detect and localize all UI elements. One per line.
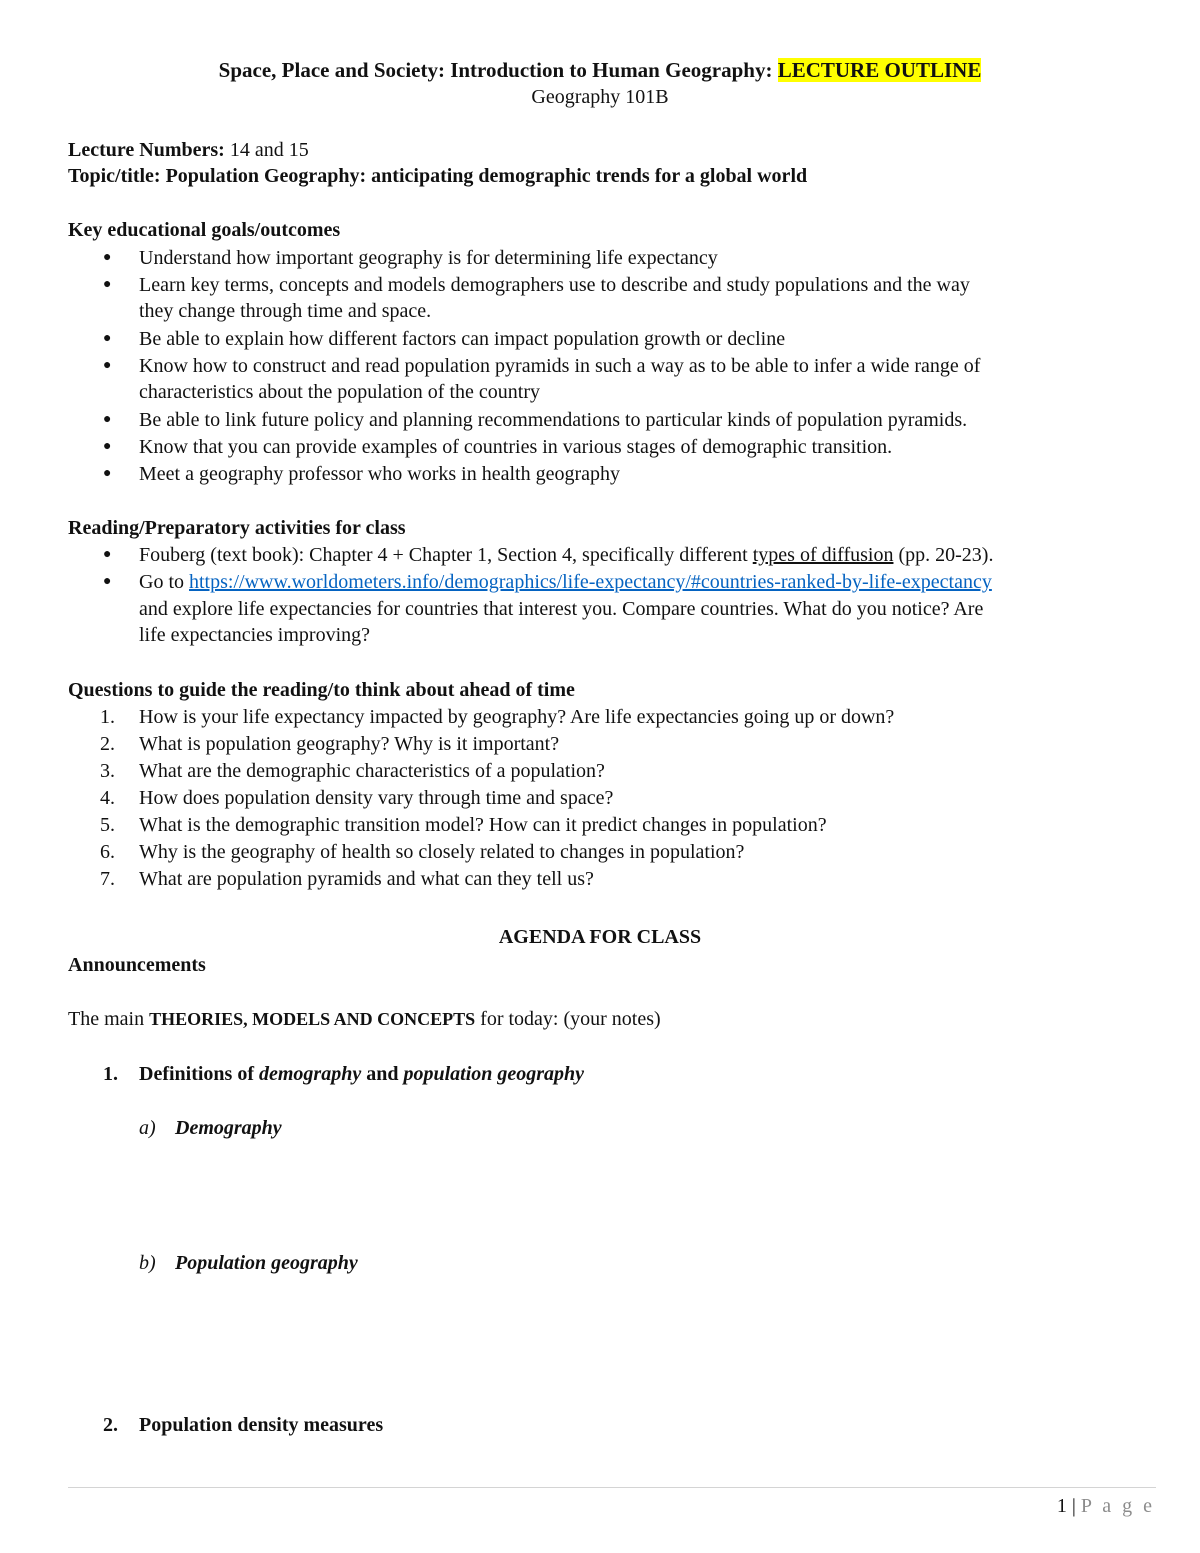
intro-text: for today: (your notes)	[475, 1008, 661, 1030]
footer-separator: |	[1066, 1495, 1081, 1517]
question-item: What is the demographic transition model? How can it predict changes in population?	[139, 814, 827, 836]
section-number: 1.	[103, 1063, 118, 1085]
intro-text: The main	[68, 1008, 150, 1030]
question-item: How does population density vary through time and space?	[139, 787, 614, 809]
sub-label: b)	[139, 1252, 156, 1274]
list-item: Be able to link future policy and planning recommendations to particular kinds of population pyramids.	[139, 409, 968, 431]
subsection-population-geography: Population geography	[175, 1252, 358, 1274]
topic-title	[68, 163, 807, 189]
section-density: Population density measures	[139, 1414, 384, 1436]
bullet-icon: ●	[103, 277, 112, 292]
section-term: demography	[259, 1063, 362, 1085]
list-number: 7.	[100, 868, 115, 890]
lecture-numbers-value: 14 and 15	[224, 139, 309, 161]
question-item: What are population pyramids and what can they tell us?	[139, 868, 594, 890]
list-number: 4.	[100, 787, 115, 809]
bullet-icon: ●	[103, 358, 112, 373]
lecture-numbers	[68, 137, 309, 163]
list-item: Know that you can provide examples of countries in various stages of demographic transition.	[139, 436, 893, 458]
reading-item-text: Fouberg (text book): Chapter 4 + Chapter 1, Section 4, specifically different	[139, 544, 753, 566]
question-item: What are the demographic characteristics of a population?	[139, 760, 605, 782]
topic-label: Topic/title:	[68, 165, 166, 187]
agenda-heading: AGENDA FOR CLASS	[498, 926, 702, 948]
reading-item-text: (pp. 20-23).	[893, 544, 994, 566]
announcements-heading: Announcements	[68, 954, 206, 976]
section-definitions	[139, 1061, 584, 1087]
list-number: 5.	[100, 814, 115, 836]
section-text: and	[361, 1063, 404, 1085]
footer-divider	[68, 1487, 1156, 1488]
list-number: 2.	[100, 733, 115, 755]
question-item: What is population geography? Why is it important?	[139, 733, 560, 755]
list-item: Learn key terms, concepts and models demographers use to describe and study populations and the way	[139, 274, 970, 296]
bullet-icon: ●	[103, 250, 112, 265]
page-number: 1	[1056, 1495, 1067, 1517]
subsection-demography: Demography	[175, 1117, 282, 1139]
list-item: characteristics about the population of the country	[139, 381, 540, 403]
underlined-term: types of diffusion	[752, 544, 894, 566]
title-highlight: LECTURE OUTLINE	[777, 58, 982, 82]
topic-value: Population Geography: anticipating demographic trends for a global world	[165, 165, 808, 187]
agenda-intro	[68, 1006, 661, 1032]
title-text: Space, Place and Society: Introduction to Human Geography:	[218, 58, 778, 82]
sub-label: a)	[139, 1117, 156, 1139]
list-number: 1.	[100, 706, 115, 728]
reading-item-text: life expectancies improving?	[139, 624, 371, 646]
bullet-icon: ●	[103, 331, 112, 346]
question-item: Why is the geography of health so closely related to changes in population?	[139, 841, 745, 863]
lecture-numbers-label: Lecture Numbers:	[68, 139, 225, 161]
reading-item-text: Go to	[139, 571, 189, 593]
list-number: 3.	[100, 760, 115, 782]
reading-item-text: and explore life expectancies for countries that interest you. Compare countries. What do you notice? Are	[139, 598, 984, 620]
reading-heading: Reading/Preparatory activities for class	[68, 517, 406, 539]
question-item: How is your life expectancy impacted by geography? Are life expectancies going up or down?	[139, 706, 895, 728]
page-footer	[1057, 1493, 1155, 1519]
list-item: Know how to construct and read population pyramids in such a way as to be able to infer a wide range of	[139, 355, 981, 377]
worldometers-link[interactable]: https://www.worldometers.info/demographics/life-expectancy/#countries-ranked-by-life-expectancy	[189, 571, 992, 593]
bullet-icon: ●	[103, 574, 112, 589]
list-number: 6.	[100, 841, 115, 863]
intro-bold: THEORIES, MODELS AND CONCEPTS	[149, 1009, 476, 1029]
bullet-icon: ●	[103, 466, 112, 481]
questions-heading: Questions to guide the reading/to think about ahead of time	[68, 679, 575, 701]
bullet-icon: ●	[103, 547, 112, 562]
list-item: Meet a geography professor who works in health geography	[139, 463, 620, 485]
section-number: 2.	[103, 1414, 118, 1436]
list-item: Understand how important geography is for determining life expectancy	[139, 247, 718, 269]
bullet-icon: ●	[103, 439, 112, 454]
page-word: P a g e	[1080, 1495, 1155, 1517]
reading-item-textbook	[139, 542, 993, 568]
bullet-icon: ●	[103, 412, 112, 427]
section-text: Definitions of	[139, 1063, 259, 1085]
section-term: population geography	[403, 1063, 585, 1085]
goals-heading: Key educational goals/outcomes	[68, 219, 341, 241]
reading-item-website	[139, 569, 992, 595]
document-title	[0, 57, 1200, 83]
list-item: Be able to explain how different factors can impact population growth or decline	[139, 328, 786, 350]
course-code: Geography 101B	[531, 86, 669, 108]
list-item: they change through time and space.	[139, 300, 432, 322]
